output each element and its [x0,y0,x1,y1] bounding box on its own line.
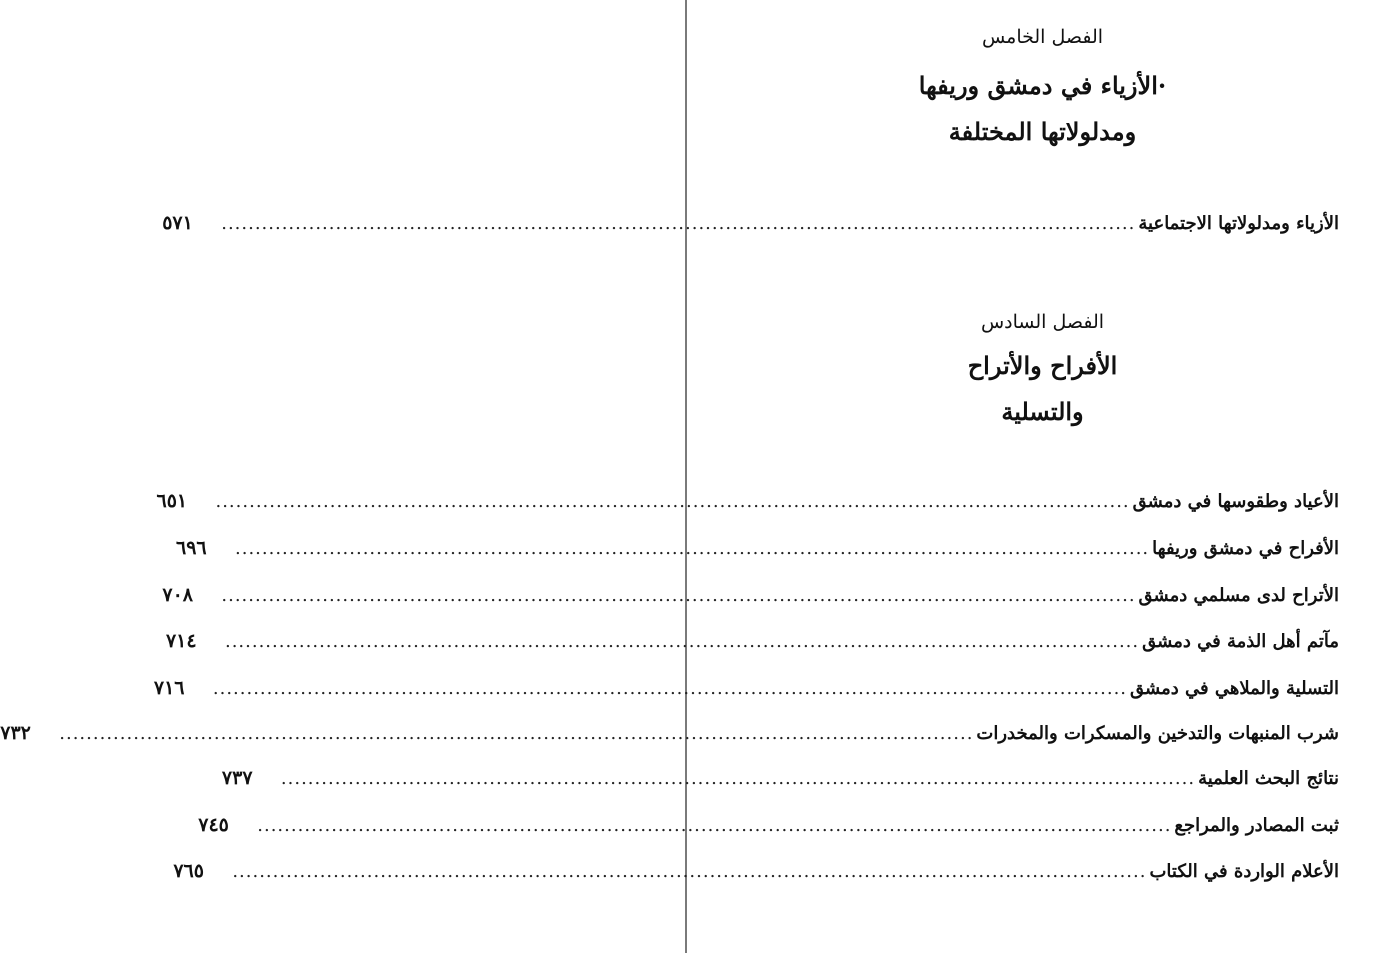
toc-entry-ch6-4[interactable] [165,630,1339,660]
toc-entry-page: ٧٦٥ [173,860,204,882]
chapter-5-title-line-1: ·الأزياء في دمشق وريفها [918,71,1167,100]
toc-entry-ch6-9[interactable] [173,860,1339,890]
toc-entry-ch6-7[interactable] [221,767,1339,797]
dot-leader: ........................................................................................................................................ [221,213,1136,234]
toc-entry-page: ٧١٤ [165,630,197,652]
toc-entry-title: ثبت المصادر والمراجع [1174,815,1339,836]
toc-entry-title: الأعياد وطقوسها في دمشق [1132,491,1339,512]
toc-entry-title: الأفراح في دمشق وريفها [1152,538,1339,559]
toc-entry-page: ٦٥١ [156,490,188,512]
toc-entry-page: ٧٣٧ [221,767,253,789]
dot-leader: ........................................................................................................................................ [221,585,1136,606]
chapter-5-label: الفصل الخامس [981,26,1104,48]
toc-entry-ch6-8[interactable] [198,814,1339,844]
chapter-6-title-line-1: الأفراح والأتراح [967,351,1118,380]
dot-leader: ........................................................................................................................................ [232,861,1147,882]
toc-entry-title: التسلية والملاهي في دمشق [1130,678,1339,699]
chapter-6-label: الفصل السادس [980,311,1105,333]
toc-entry-ch6-3[interactable] [162,584,1339,614]
toc-entry-ch6-5[interactable] [153,677,1339,707]
toc-entry-title: الأزياء ومدلولاتها الاجتماعية [1138,213,1339,234]
toc-entry-title: نتائج البحث العلمية [1198,768,1339,789]
toc-entry-ch6-2[interactable] [176,537,1339,567]
toc-entry-ch6-6[interactable] [0,722,1339,752]
toc-entry-ch6-1[interactable] [156,490,1339,520]
toc-entry-page: ٧١٦ [153,677,185,699]
dot-leader: ........................................................................................................................................ [257,815,1172,836]
dot-leader: ........................................................................................................................................ [215,491,1130,512]
dot-leader: ........................................................................................................................................ [235,538,1150,559]
dot-leader: ........................................................................................................................................ [280,768,1196,789]
toc-entry-page: ٦٩٦ [176,537,207,559]
toc-entry-page: ٥٧١ [162,212,193,234]
toc-entry-title: الأعلام الواردة في الكتاب [1149,861,1339,882]
toc-entry-title: الأتراح لدى مسلمي دمشق [1138,585,1339,606]
toc-entry-page: ٧٠٨ [162,584,194,606]
chapter-5-title-line-2: ومدلولاتها المختلفة [948,117,1137,146]
chapter-6-title-line-2: والتسلية [1001,397,1084,426]
dot-leader: ........................................................................................................................................ [59,723,974,744]
toc-entry-page: ٧٤٥ [198,814,229,836]
toc-entry-ch5-1[interactable] [162,212,1339,242]
toc-entry-title: مآتم أهل الذمة في دمشق [1142,631,1339,652]
dot-leader: ........................................................................................................................................ [224,631,1140,652]
toc-entry-title: شرب المنبهات والتدخين والمسكرات والمخدرات [976,723,1339,744]
dot-leader: ........................................................................................................................................ [212,678,1128,699]
toc-entry-page: ٧٣٢ [0,722,31,744]
